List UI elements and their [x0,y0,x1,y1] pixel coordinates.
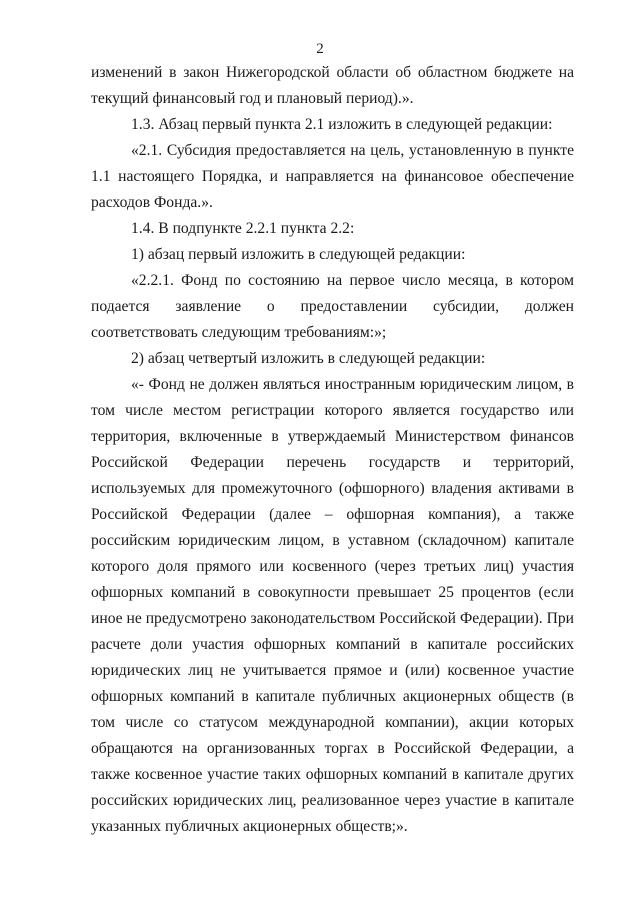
paragraph-subitem-2: 2) абзац четвертый изложить в следующей редакции: [131,350,486,367]
paragraph-quote-2-2-1: «2.2.1. Фонд по состоянию на первое число месяца, в котором подается заявление о предоставлении субсидии, должен соответствовать следующим требованиям:»; [91,272,574,341]
paragraph-item-1-4: 1.4. В подпункте 2.2.1 пункта 2.2: [131,220,355,237]
document-body [91,60,574,840]
paragraph-subitem-1: 1) абзац первый изложить в следующей редакции: [131,246,466,263]
paragraph-quote-2-1: «2.1. Субсидия предоставляется на цель, установленную в пункте 1.1 настоящего Порядка, и направляется на финансовое обеспечение расходов Фонда.». [91,142,574,211]
paragraph-quote-offshore: «- Фонд не должен являться иностранным юридическим лицом, в том числе местом регистрации которого является государство или территория, включенные в утверждаемый Министерством финансов Российской Федерации перечень государств и территорий, используемых для промежуточного (офшорного) владения активами в Российской Федерации (далее – офшорная компания), а также российским юридическим лицом, в уставном (складочном) капитале которого доля прямого или косвенного (через третьих лиц) участия офшорных компаний в совокупности превышает 25 процентов (если иное не предусмотрено законодательством Российской Федерации). При расчете доли участия офшорных компаний в капитале российских юридических лиц не учитывается прямое и (или) косвенное участие офшорных компаний в капитале публичных акционерных обществ (в том числе со статусом международной компании), акции которых обращаются на организованных торгах в Российской Федерации, а также косвенное участие таких офшорных компаний в капитале других российских юридических лиц, реализованное через участие в капитале указанных публичных акционерных обществ;». [91,376,574,835]
paragraph-item-1-3: 1.3. Абзац первый пункта 2.1 изложить в следующей редакции: [131,116,553,133]
page-number: 2 [316,41,324,57]
paragraph-continuation: изменений в закон Нижегородской области об областном бюджете на текущий финансовый год и плановый период).». [91,64,574,107]
